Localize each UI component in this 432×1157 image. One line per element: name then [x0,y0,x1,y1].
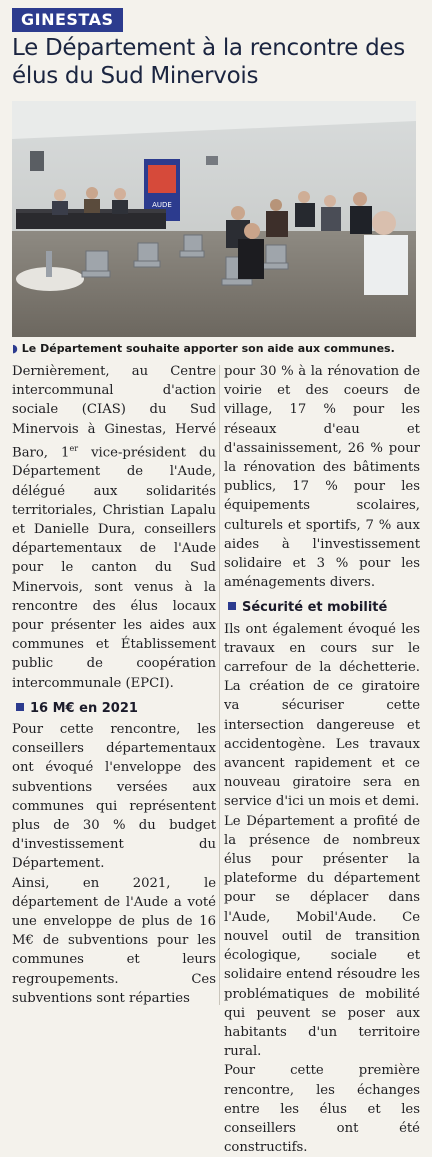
column-divider [219,365,220,1005]
intro-superscript: er [69,443,79,453]
section-tag: GINESTAS [12,8,123,32]
square-bullet-icon [228,602,236,610]
section1-paragraph-2-continued: pour 30 % à la rénovation de voirie et des coeurs de village, 17 % pour les réseaux d'eau et d'assainissement, 26 % pour la rénovation des bâtiments publics, 17 % pour les équipements scolaires, culturels et sportifs, 7 % aux aides à l'investissement solidaire et 3 % pour les aménagements divers. [224,364,420,591]
intro-after: vice-président du Département de l'Aude, délégué aux solidarités territoriales, Christian Lapalu et Danielle Dura, conseillers départementaux de l'Aude pour le canton du Sud Minervois, sont venus à la rencontre des élus locaux pour présenter les aides aux communes et Établissement public de coopération intercommunale (EPCI). [12,445,216,691]
section1-heading-text: 16 M€ en 2021 [30,700,138,716]
photo-caption [12,342,422,355]
section1-paragraph-2: Ainsi, en 2021, le département de l'Aude a voté une enveloppe de plus de 16 M€ de subventions pour les communes et leurs regroupements. Ces subventions sont réparties [12,875,216,1006]
section2-paragraph-1: Ils ont également évoqué les travaux en cours sur le carrefour de la déchetterie. La création de ce giratoire va sécuriser cette intersection dangereuse et accidentogène. Les travaux avancent rapidement et ce nouveau giratoire sera en service d'ici un mois et demi. [224,621,420,810]
banner-text: AUDE [152,201,172,209]
caption-text: Le Département souhaite apporter son aide aux communes. [21,342,395,355]
headline: Le Département à la rencontre des élus du Sud Minervois [12,35,405,89]
section2-heading-text: Sécurité et mobilité [242,600,388,616]
article-column-right [224,362,420,1157]
section2-heading [224,598,420,617]
section1-heading [12,699,216,718]
intro-before: Dernièrement, au Centre intercommunal d'action sociale (CIAS) du Sud Minervois à Ginestas, Hervé Baro, 1 [12,364,216,461]
article-photo [12,101,416,337]
intro-paragraph [12,362,216,693]
caption-marker-icon: ◗ [12,342,18,355]
section2-paragraph-2: Le Département a profité de la présence de nombreux élus pour présenter la plateforme du département pour se déplacer dans l'Aude, Mobil'Aude. Ce nouvel outil de transition écologique, sociale et solidaire entend résoudre les problématiques de mobilité qui peuvent se poser aux habitants d'un territoire rural. [224,813,420,1060]
section2-paragraph-3: Pour cette première rencontre, les échanges entre les élus et les conseillers ont été constructifs. [224,1063,420,1156]
square-bullet-icon [16,703,24,711]
article-column-left [12,362,216,1008]
section1-paragraph-1: Pour cette rencontre, les conseillers départementaux ont évoqué l'enveloppe des subventions versées aux communes qui représentent plus de 30 % du budget d'investissement du Département. [12,722,216,872]
